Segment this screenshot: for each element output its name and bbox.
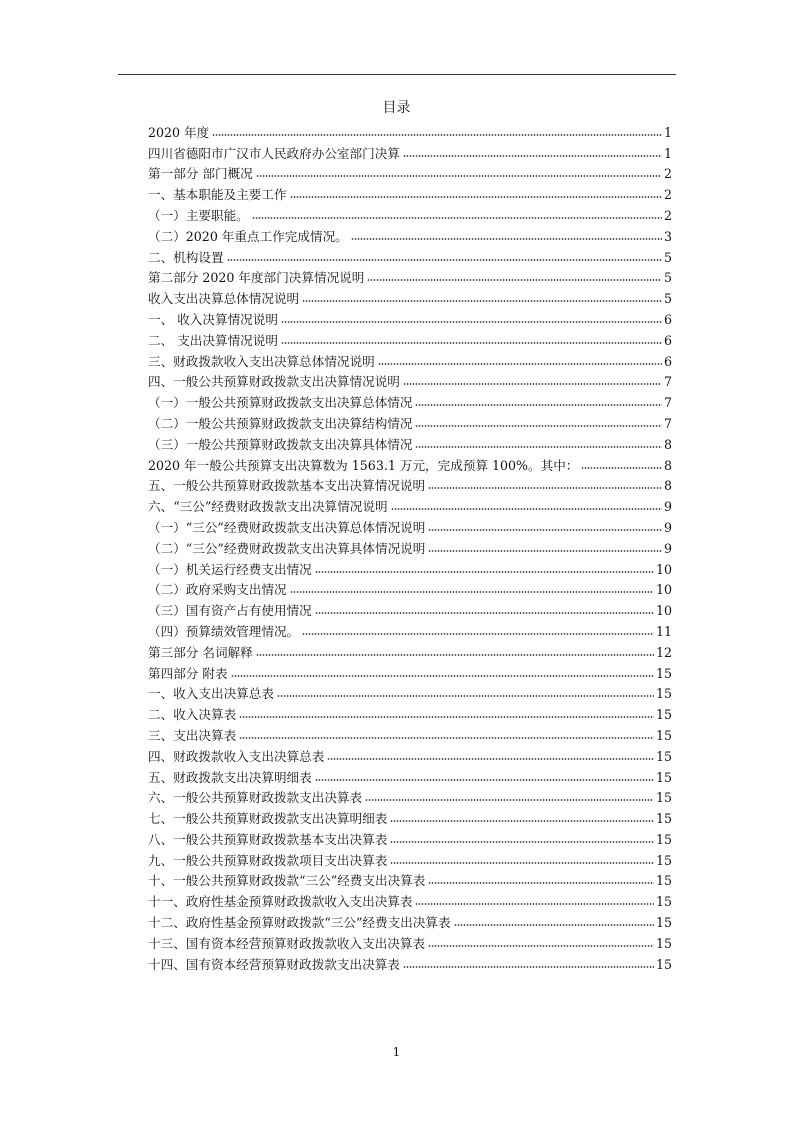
toc-entry[interactable]	[148, 556, 672, 577]
toc-entry[interactable]	[148, 493, 672, 514]
toc-entry-page: 15	[655, 831, 672, 847]
toc-dot-leader	[327, 757, 654, 761]
toc-dot-leader	[315, 611, 654, 615]
toc-entry-page: 9	[663, 540, 672, 556]
toc-dot-leader	[415, 403, 662, 407]
toc-entry-text: 2020 年度	[148, 124, 210, 140]
toc-entry-page: 15	[655, 935, 672, 951]
toc-entry[interactable]	[148, 431, 672, 452]
toc-entry[interactable]	[148, 888, 672, 909]
toc-entry-text: （一）主要职能。	[148, 207, 249, 223]
toc-entry[interactable]	[148, 306, 672, 327]
toc-entry-page: 15	[655, 956, 672, 972]
toc-dot-leader	[390, 861, 654, 865]
toc-entry-page: 15	[655, 748, 672, 764]
toc-dot-leader	[256, 174, 662, 178]
toc-entry[interactable]	[148, 618, 672, 639]
page-number: 1	[392, 1045, 401, 1059]
toc-entry-page: 10	[655, 561, 672, 577]
toc-entry-text: 第三部分 名词解释	[148, 644, 253, 660]
toc-dot-leader	[415, 902, 654, 906]
toc-entry-text: 第一部分 部门概况	[148, 166, 253, 182]
toc-entry-text: （一）一般公共预算财政拨款支出决算总体情况	[148, 395, 413, 411]
header-rule	[118, 74, 676, 75]
toc-dot-leader	[403, 154, 662, 158]
toc-entry[interactable]	[148, 826, 672, 847]
toc-entry-text: 二、机构设置	[148, 249, 224, 265]
toc-entry[interactable]	[148, 577, 672, 598]
toc-entry[interactable]	[148, 930, 672, 951]
toc-dot-leader	[239, 736, 654, 740]
toc-dot-leader	[256, 653, 654, 657]
toc-entry-text: 第二部分 2020 年度部门决算情况说明	[148, 270, 365, 286]
toc-entry-text: 六、一般公共预算财政拨款支出决算表	[148, 790, 363, 806]
toc-entry[interactable]	[148, 514, 672, 535]
toc-entry-page: 5	[663, 270, 672, 286]
toc-entry-text: （四）预算绩效管理情况。	[148, 623, 300, 639]
toc-entry[interactable]	[148, 951, 672, 972]
toc-entry-page: 9	[663, 499, 672, 515]
toc-entry[interactable]	[148, 410, 672, 431]
toc-entry-text: （二）政府采购支出情况	[148, 582, 287, 598]
toc-entry[interactable]	[148, 161, 672, 182]
toc-entry[interactable]	[148, 140, 672, 161]
toc-dot-leader	[302, 299, 662, 303]
toc-entry-page: 15	[655, 790, 672, 806]
toc-entry[interactable]	[148, 327, 672, 348]
toc-entry-page: 5	[663, 249, 672, 265]
toc-entry-page: 1	[663, 145, 672, 161]
toc-entry-text: 三、财政拨款收入支出决算总体情况说明	[148, 353, 375, 369]
toc-entry-text: （三）一般公共预算财政拨款支出决算具体情况	[148, 436, 413, 452]
toc-list	[148, 119, 672, 972]
toc-entry[interactable]	[148, 265, 672, 286]
toc-entry[interactable]	[148, 805, 672, 826]
toc-dot-leader	[390, 819, 654, 823]
toc-entry[interactable]	[148, 597, 672, 618]
toc-entry-text: 十四、国有资本经营预算财政拨款支出决算表	[148, 956, 400, 972]
toc-dot-leader	[212, 133, 662, 137]
toc-entry-page: 2	[663, 207, 672, 223]
toc-dot-leader	[302, 632, 654, 636]
toc-entry-text: 收入支出决算总体情况说明	[148, 291, 300, 307]
toc-entry-text: 四、一般公共预算财政拨款支出决算情况说明	[148, 374, 400, 390]
toc-dot-leader	[390, 840, 654, 844]
toc-entry[interactable]	[148, 785, 672, 806]
toc-entry[interactable]	[148, 473, 672, 494]
toc-entry-page: 11	[655, 623, 672, 639]
toc-entry-page: 9	[663, 519, 672, 535]
toc-entry[interactable]	[148, 369, 672, 390]
toc-entry-page: 8	[663, 478, 672, 494]
toc-entry[interactable]	[148, 119, 672, 140]
toc-entry[interactable]	[148, 535, 672, 556]
toc-entry-page: 10	[655, 603, 672, 619]
toc-entry-text: 十一、政府性基金预算财政拨款收入支出决算表	[148, 894, 413, 910]
toc-entry-text: 一、基本职能及主要工作	[148, 187, 287, 203]
toc-dot-leader	[428, 944, 654, 948]
toc-entry-page: 15	[655, 707, 672, 723]
toc-entry-page: 2	[663, 187, 672, 203]
toc-entry[interactable]	[148, 743, 672, 764]
toc-entry[interactable]	[148, 701, 672, 722]
toc-dot-leader	[403, 965, 654, 969]
toc-entry[interactable]	[148, 639, 672, 660]
toc-entry-text: 四、财政拨款收入支出决算总表	[148, 748, 325, 764]
toc-dot-leader	[367, 278, 662, 282]
toc-dot-leader	[428, 881, 654, 885]
toc-entry-text: 七、一般公共预算财政拨款支出决算明细表	[148, 811, 388, 827]
toc-entry[interactable]	[148, 847, 672, 868]
toc-entry-text: （一）“三公”经费财政拨款支出决算总体情况说明	[148, 519, 426, 535]
toc-entry-text: 三、支出决算表	[148, 727, 237, 743]
toc-entry-page: 15	[655, 769, 672, 785]
toc-entry-text: 十、一般公共预算财政拨款“三公”经费支出决算表	[148, 873, 426, 889]
toc-entry-text: 十二、政府性基金预算财政拨款“三公”经费支出决算表	[148, 915, 451, 931]
toc-entry-text: （二）2020 年重点工作完成情况。	[148, 228, 348, 244]
toc-dot-leader	[581, 466, 662, 470]
toc-entry-page: 2	[663, 166, 672, 182]
toc-entry-page: 8	[663, 457, 672, 473]
toc-entry-page: 5	[663, 291, 672, 307]
toc-entry-page: 1	[663, 124, 672, 140]
toc-entry-text: 二、 支出决算情况说明	[148, 332, 278, 348]
toc-dot-leader	[391, 507, 662, 511]
toc-dot-leader	[239, 715, 654, 719]
toc-dot-leader	[290, 590, 654, 594]
toc-entry-text: （一）机关运行经费支出情况	[148, 561, 312, 577]
toc-entry[interactable]	[148, 909, 672, 930]
toc-dot-leader	[315, 570, 654, 574]
toc-dot-leader	[415, 424, 662, 428]
toc-dot-leader	[231, 674, 654, 678]
toc-dot-leader	[428, 528, 662, 532]
toc-entry[interactable]	[148, 202, 672, 223]
toc-entry[interactable]	[148, 244, 672, 265]
toc-entry-text: 一、收入支出决算总表	[148, 686, 274, 702]
toc-entry[interactable]	[148, 764, 672, 785]
toc-entry-page: 15	[655, 665, 672, 681]
toc-entry-text: 二、收入决算表	[148, 707, 237, 723]
toc-dot-leader	[454, 923, 654, 927]
toc-entry-page: 15	[655, 915, 672, 931]
toc-entry-text: 八、一般公共预算财政拨款基本支出决算表	[148, 831, 388, 847]
toc-entry-page: 15	[655, 727, 672, 743]
toc-entry-text: 五、财政拨款支出决算明细表	[148, 769, 312, 785]
toc-entry-text: 五、一般公共预算财政拨款基本支出决算情况说明	[148, 478, 426, 494]
toc-entry-page: 3	[663, 228, 672, 244]
toc-entry-page: 7	[663, 374, 672, 390]
toc-dot-leader	[403, 382, 662, 386]
toc-dot-leader	[351, 237, 662, 241]
toc-entry-text: （二）一般公共预算财政拨款支出决算结构情况	[148, 415, 413, 431]
toc-entry[interactable]	[148, 285, 672, 306]
toc-entry-text: （二）“三公”经费财政拨款支出决算具体情况说明	[148, 540, 426, 556]
toc-dot-leader	[428, 486, 662, 490]
toc-entry-page: 6	[663, 332, 672, 348]
toc-entry[interactable]	[148, 348, 672, 369]
toc-entry[interactable]	[148, 722, 672, 743]
toc-entry-page: 15	[655, 686, 672, 702]
toc-dot-leader	[378, 362, 662, 366]
toc-title: 目录	[382, 100, 411, 116]
toc-dot-leader	[277, 694, 654, 698]
toc-dot-leader	[227, 258, 662, 262]
toc-entry-page: 15	[655, 894, 672, 910]
toc-entry-text: 2020 年一般公共预算支出决算数为 1563.1 万元，完成预算 100%。其中：	[148, 457, 579, 473]
toc-entry[interactable]	[148, 223, 672, 244]
toc-entry-page: 8	[663, 436, 672, 452]
toc-dot-leader	[415, 445, 662, 449]
toc-entry-page: 6	[663, 311, 672, 327]
toc-entry-text: （三）国有资产占有使用情况	[148, 603, 312, 619]
toc-entry-page: 15	[655, 811, 672, 827]
toc-entry[interactable]	[148, 181, 672, 202]
toc-entry-page: 15	[655, 852, 672, 868]
toc-entry-page: 7	[663, 415, 672, 431]
toc-entry[interactable]	[148, 660, 672, 681]
toc-entry-text: 第四部分 附表	[148, 665, 228, 681]
toc-entry[interactable]	[148, 389, 672, 410]
toc-entry[interactable]	[148, 681, 672, 702]
toc-entry-page: 12	[655, 644, 672, 660]
toc-dot-leader	[290, 195, 662, 199]
toc-entry-text: 四川省德阳市广汉市人民政府办公室部门决算	[148, 145, 400, 161]
toc-entry-page: 10	[655, 582, 672, 598]
toc-dot-leader	[315, 778, 654, 782]
toc-dot-leader	[252, 216, 662, 220]
toc-dot-leader	[365, 798, 654, 802]
toc-entry-page: 15	[655, 873, 672, 889]
toc-entry[interactable]	[148, 868, 672, 889]
toc-dot-leader	[281, 341, 662, 345]
toc-entry-text: 一、 收入决算情况说明	[148, 311, 278, 327]
toc-dot-leader	[428, 549, 662, 553]
toc-entry-text: 九、一般公共预算财政拨款项目支出决算表	[148, 852, 388, 868]
toc-entry[interactable]	[148, 452, 672, 473]
toc-entry-page: 7	[663, 395, 672, 411]
toc-entry-text: 十三、国有资本经营预算财政拨款收入支出决算表	[148, 935, 426, 951]
toc-dot-leader	[281, 320, 662, 324]
toc-entry-page: 6	[663, 353, 672, 369]
toc-entry-text: 六、“三公”经费财政拨款支出决算情况说明	[148, 499, 388, 515]
